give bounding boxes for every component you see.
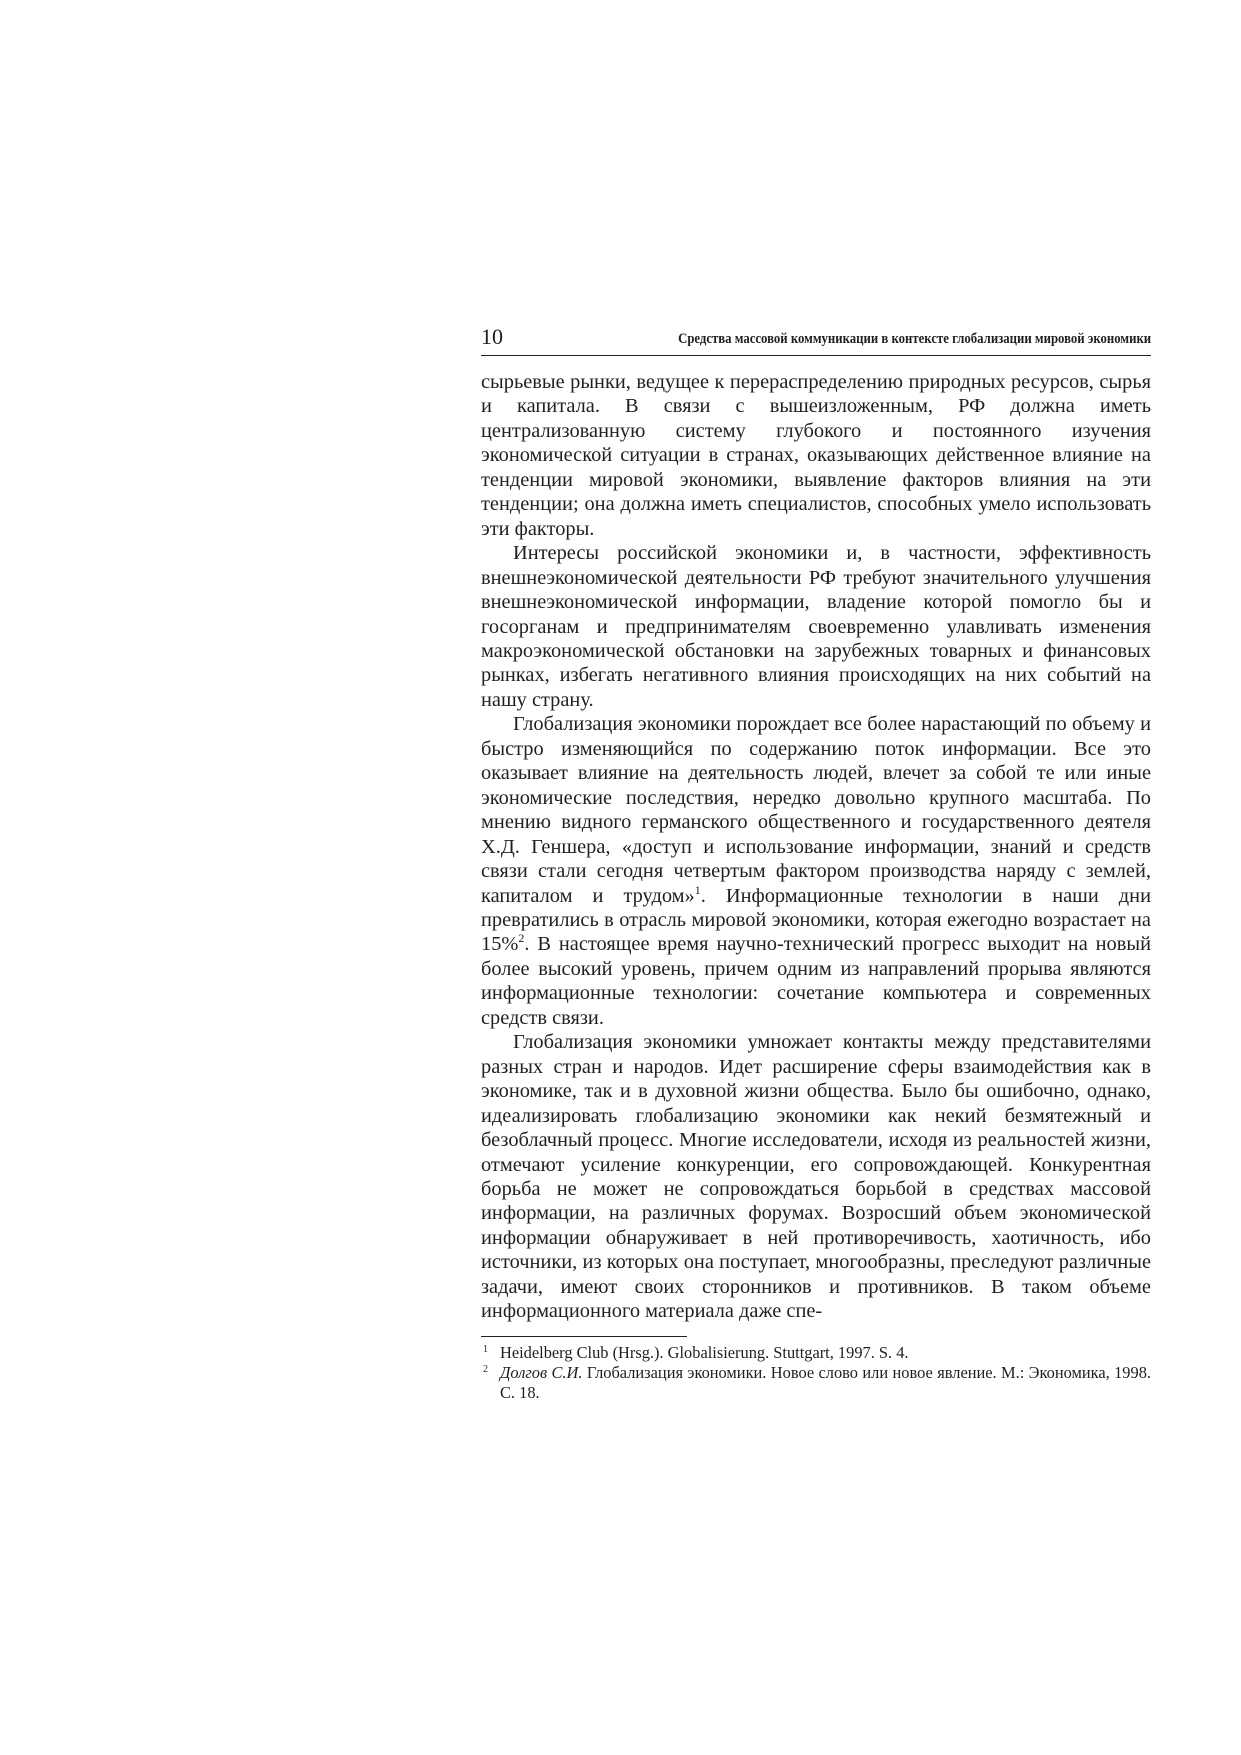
footnote-1 xyxy=(481,1343,1151,1363)
running-header xyxy=(481,321,1151,356)
paragraph-3-part-3: . В настоящее время научно-технический прогресс выходит на новый более высокий уровень, причем одним из направлений прорыва являются информационные технологии: сочетание компьютера и современных средств связи. xyxy=(481,933,1151,1029)
paragraph-3-part-2: . Информационные технологии в наши дни превратились в отрасль мировой экономики, которая ежегодно возрастает на 15% xyxy=(481,884,1151,956)
main-text xyxy=(481,370,1151,1324)
page-number: 10 xyxy=(481,324,503,349)
footnotes xyxy=(481,1343,1151,1403)
footnote-text: Глобализация экономики. Новое слово или новое явление. М.: Экономика, 1998. С. 18. xyxy=(500,1363,1151,1402)
footnote-2 xyxy=(481,1363,1151,1403)
footnote-ref-1: 1 xyxy=(694,882,701,897)
footnote-text: Heidelberg Club (Hrsg.). Globalisierung. Stuttgart, 1997. S. 4. xyxy=(500,1343,909,1362)
paragraph-1: сырьевые рынки, ведущее к перераспределению природных ресурсов, сырья и капитала. В связи с вышеизложенным, РФ должна иметь централизованную систему глубокого и постоянного изучения экономической ситуации в странах, оказывающих действенное влияние на тенденции мировой экономики, выявление факторов влияния на эти тенденции; она должна иметь специалистов, способных умело использовать эти факторы. xyxy=(481,371,1151,540)
paragraph-2: Интересы российской экономики и, в частности, эффективность внешнеэкономической деятельности РФ требуют значительного улучшения внешнеэкономической информации, владение которой помогло бы и госорганам и предпринимателям своевременно улавливать изменения макроэкономической обстановки на зарубежных товарных и финансовых рынках, избегать негативного влияния происходящих на них событий на нашу страну. xyxy=(481,542,1151,711)
footnote-author: Долгов С.И. xyxy=(500,1363,583,1382)
paragraph-3 xyxy=(481,712,1151,1030)
footnote-mark: 2 xyxy=(483,1364,488,1375)
paragraph-4: Глобализация экономики умножает контакты между представителями разных стран и народов. Идет расширение сферы взаимодействия как в экономике, так и в духовной жизни общества. Было бы ошибочно, однако, идеализировать глобализацию экономики как некий безмятежный и безоблачный процесс. Многие исследователи, исходя из реальностей жизни, отмечают усиление конкуренции, его сопровождающей. Конкурентная борьба не может не сопровождаться борьбой в средствах массовой информации, на различных форумах. Возросший объем экономической информации обнаруживает в ней противоречивость, хаотичность, ибо источники, из которых она поступает, многообразны, преследуют различные задачи, имеют своих сторонников и противников. В таком объеме информационного материала даже спе- xyxy=(481,1031,1151,1323)
running-title: Средства массовой коммуникации в контексте глобализации мировой экономики xyxy=(677,330,1151,347)
paragraph-3-part-1: Глобализация экономики порождает все более нарастающий по объему и быстро изменяющийся по содержанию поток информации. Все это оказывает влияние на деятельность людей, влечет за собой те или иные экономические последствия, нередко довольно крупного масштаба. По мнению видного германского общественного и государственного деятеля Х.Д. Геншера, «доступ и использование информации, знаний и средств связи стали сегодня четвертым фактором производства наряду с землей, капиталом и трудом» xyxy=(481,713,1151,907)
footnote-ref-2: 2 xyxy=(518,931,525,946)
footnote-divider xyxy=(481,1336,687,1337)
footnote-mark: 1 xyxy=(483,1344,488,1355)
